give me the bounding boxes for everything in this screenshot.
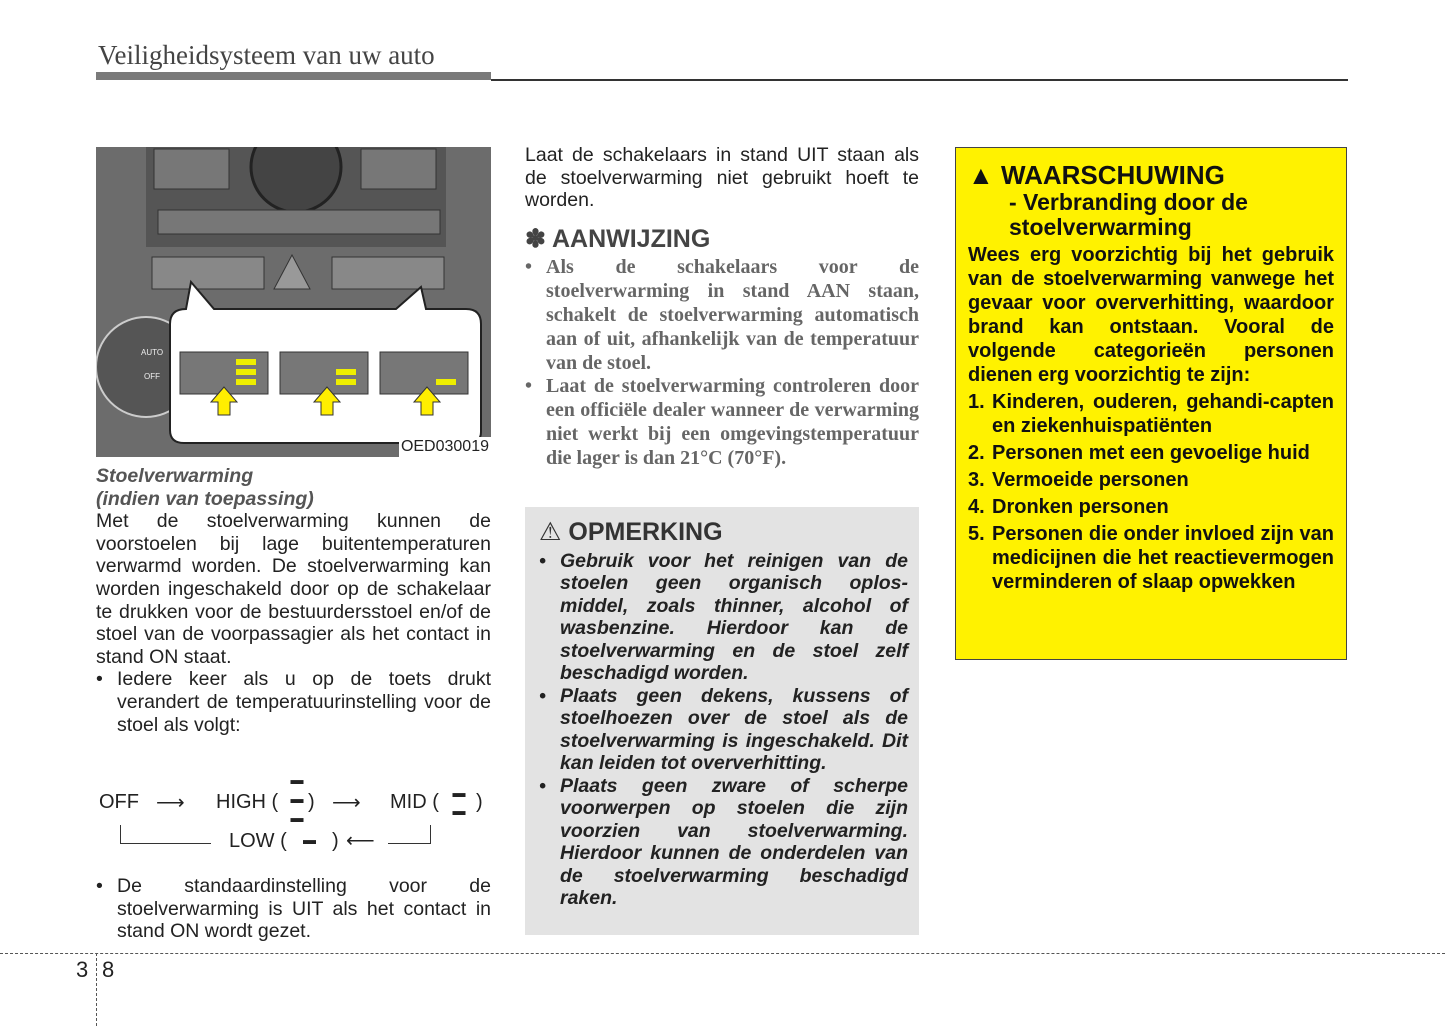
- warning-list-item: 1. Kinderen, ouderen, gehandi-capten en ziekenhuispatiënten: [968, 391, 1334, 437]
- flow-mid: MID (: [390, 791, 439, 813]
- led-one-icon: ▬: [303, 832, 316, 847]
- note-item: • Als de schakelaars voor de stoelverwarming in stand AAN staan, schakelt de stoelverwarming automatisch aan of uit, afhankelijk van de temperatuur van de stoel.: [525, 256, 919, 375]
- warning-paragraph: Wees erg voorzichtig bij het gebruik van de stoelverwarming vanwege het gevaar voor oververhitting, waardoor brand kan ontstaan. Vooral de volgende categorieën personen dienen erg voorzichtig te zijn:: [968, 244, 1334, 386]
- svg-text:AUTO: AUTO: [141, 348, 164, 357]
- figure-code: OED030019: [400, 438, 489, 455]
- caution-item: • Plaats geen dekens, kussens of stoelhoezen over de stoel als de stoelverwarming is ingeschakeld. Dit kan leiden tot oververhitting.: [539, 685, 908, 775]
- caution-box: [525, 507, 919, 935]
- page-number: 8: [102, 957, 115, 982]
- intro-text: Laat de schakelaars in stand UIT staan als de stoelverwarming niet gebruikt hoeft te worden.: [525, 144, 919, 212]
- seat-heater-figure: [96, 147, 491, 457]
- warning-list-item: 5. Personen die onder invloed zijn van medicijnen die het reactievermogen verminderen of slaap opwekken: [968, 523, 1334, 593]
- footer-rule: [0, 953, 1445, 954]
- warning-title: WAARSCHUWING: [1000, 160, 1225, 190]
- dashboard-illustration: [96, 147, 491, 457]
- section-title: Stoelverwarming: [96, 465, 254, 487]
- arrow-left-icon: ⟵: [346, 830, 375, 852]
- bullet-item: • De standaardinstelling voor de stoelverwarming is UIT als het contact in stand ON wordt gezet.: [96, 875, 491, 943]
- svg-text:OFF: OFF: [144, 372, 160, 381]
- page-header-title: Veiligheidsysteem van uw auto: [98, 40, 435, 70]
- caution-title: OPMERKING: [568, 518, 723, 546]
- flow-low: LOW (: [229, 830, 287, 852]
- flow-high: HIGH (: [216, 791, 279, 813]
- arrow-icon: ⟶: [156, 792, 185, 814]
- caution-triangle-icon: ⚠: [539, 518, 562, 546]
- warning-list-item: 4. Dronken personen: [968, 496, 1169, 518]
- flow-paren: ): [332, 830, 339, 852]
- return-line: [388, 825, 431, 844]
- arrow-icon: ⟶: [332, 792, 361, 814]
- led-two-icon: ▬ ▬: [452, 785, 466, 818]
- warning-subtitle: - Verbranding door de stoelverwarming: [1009, 189, 1248, 240]
- middle-column: [525, 144, 919, 471]
- warning-box: [955, 147, 1347, 660]
- heat-cycle-diagram: [96, 770, 491, 860]
- intro-paragraph: Met de stoelverwarming kunnen de voorstoelen bij lage buitentemperaturen verwarmd worden. De stoelverwarming kan worden ingeschakeld door op de schakelaar te drukken voor de bestuurdersstoel en/of de stoel van de voorpassagier als het contact in stand ON staat.: [96, 510, 491, 668]
- return-line: [120, 825, 211, 844]
- flow-paren: ): [308, 791, 315, 813]
- note-title: ✽ AANWIJZING: [525, 224, 711, 253]
- warning-list-item: 2. Personen met een gevoelige huid: [968, 442, 1310, 464]
- note-item: • Laat de stoelverwarming controleren door een officiële dealer wanneer de verwarming niet werkt bij een omgevingstemperatuur die lager is dan 21°C (70°F).: [525, 375, 919, 470]
- left-column: [96, 465, 491, 736]
- section-subtitle: (indien van toepassing): [96, 487, 314, 510]
- caution-item: • Plaats geen zware of scherpe voorwerpen op stoelen die zijn voorzien van stoelverwarming. Hierdoor kunnen de onderdelen van de stoelverwarming beschadigd raken.: [539, 775, 908, 910]
- flow-paren: ): [476, 791, 483, 813]
- led-three-icon: ▬ ▬ ▬: [290, 772, 304, 825]
- header-rule: [491, 79, 1348, 81]
- flow-off: OFF: [99, 791, 139, 813]
- left-column-bottom: [96, 875, 491, 943]
- chapter-number: 3: [76, 957, 89, 982]
- warning-triangle-icon: ▲: [968, 160, 994, 190]
- caution-item: • Gebruik voor het reinigen van de stoelen geen organisch oplos-middel, zoals thinner, alcohol of wasbenzine. Hierdoor kan de stoelverwarming en de stoel zelf beschadigd worden.: [539, 550, 908, 685]
- footer-divider: [96, 953, 97, 1026]
- warning-list-item: 3. Vermoeide personen: [968, 469, 1189, 491]
- bullet-item: • Iedere keer als u op de toets drukt verandert de temperatuurinstelling voor de stoel als volgt:: [96, 668, 491, 736]
- header-bar: [96, 72, 491, 80]
